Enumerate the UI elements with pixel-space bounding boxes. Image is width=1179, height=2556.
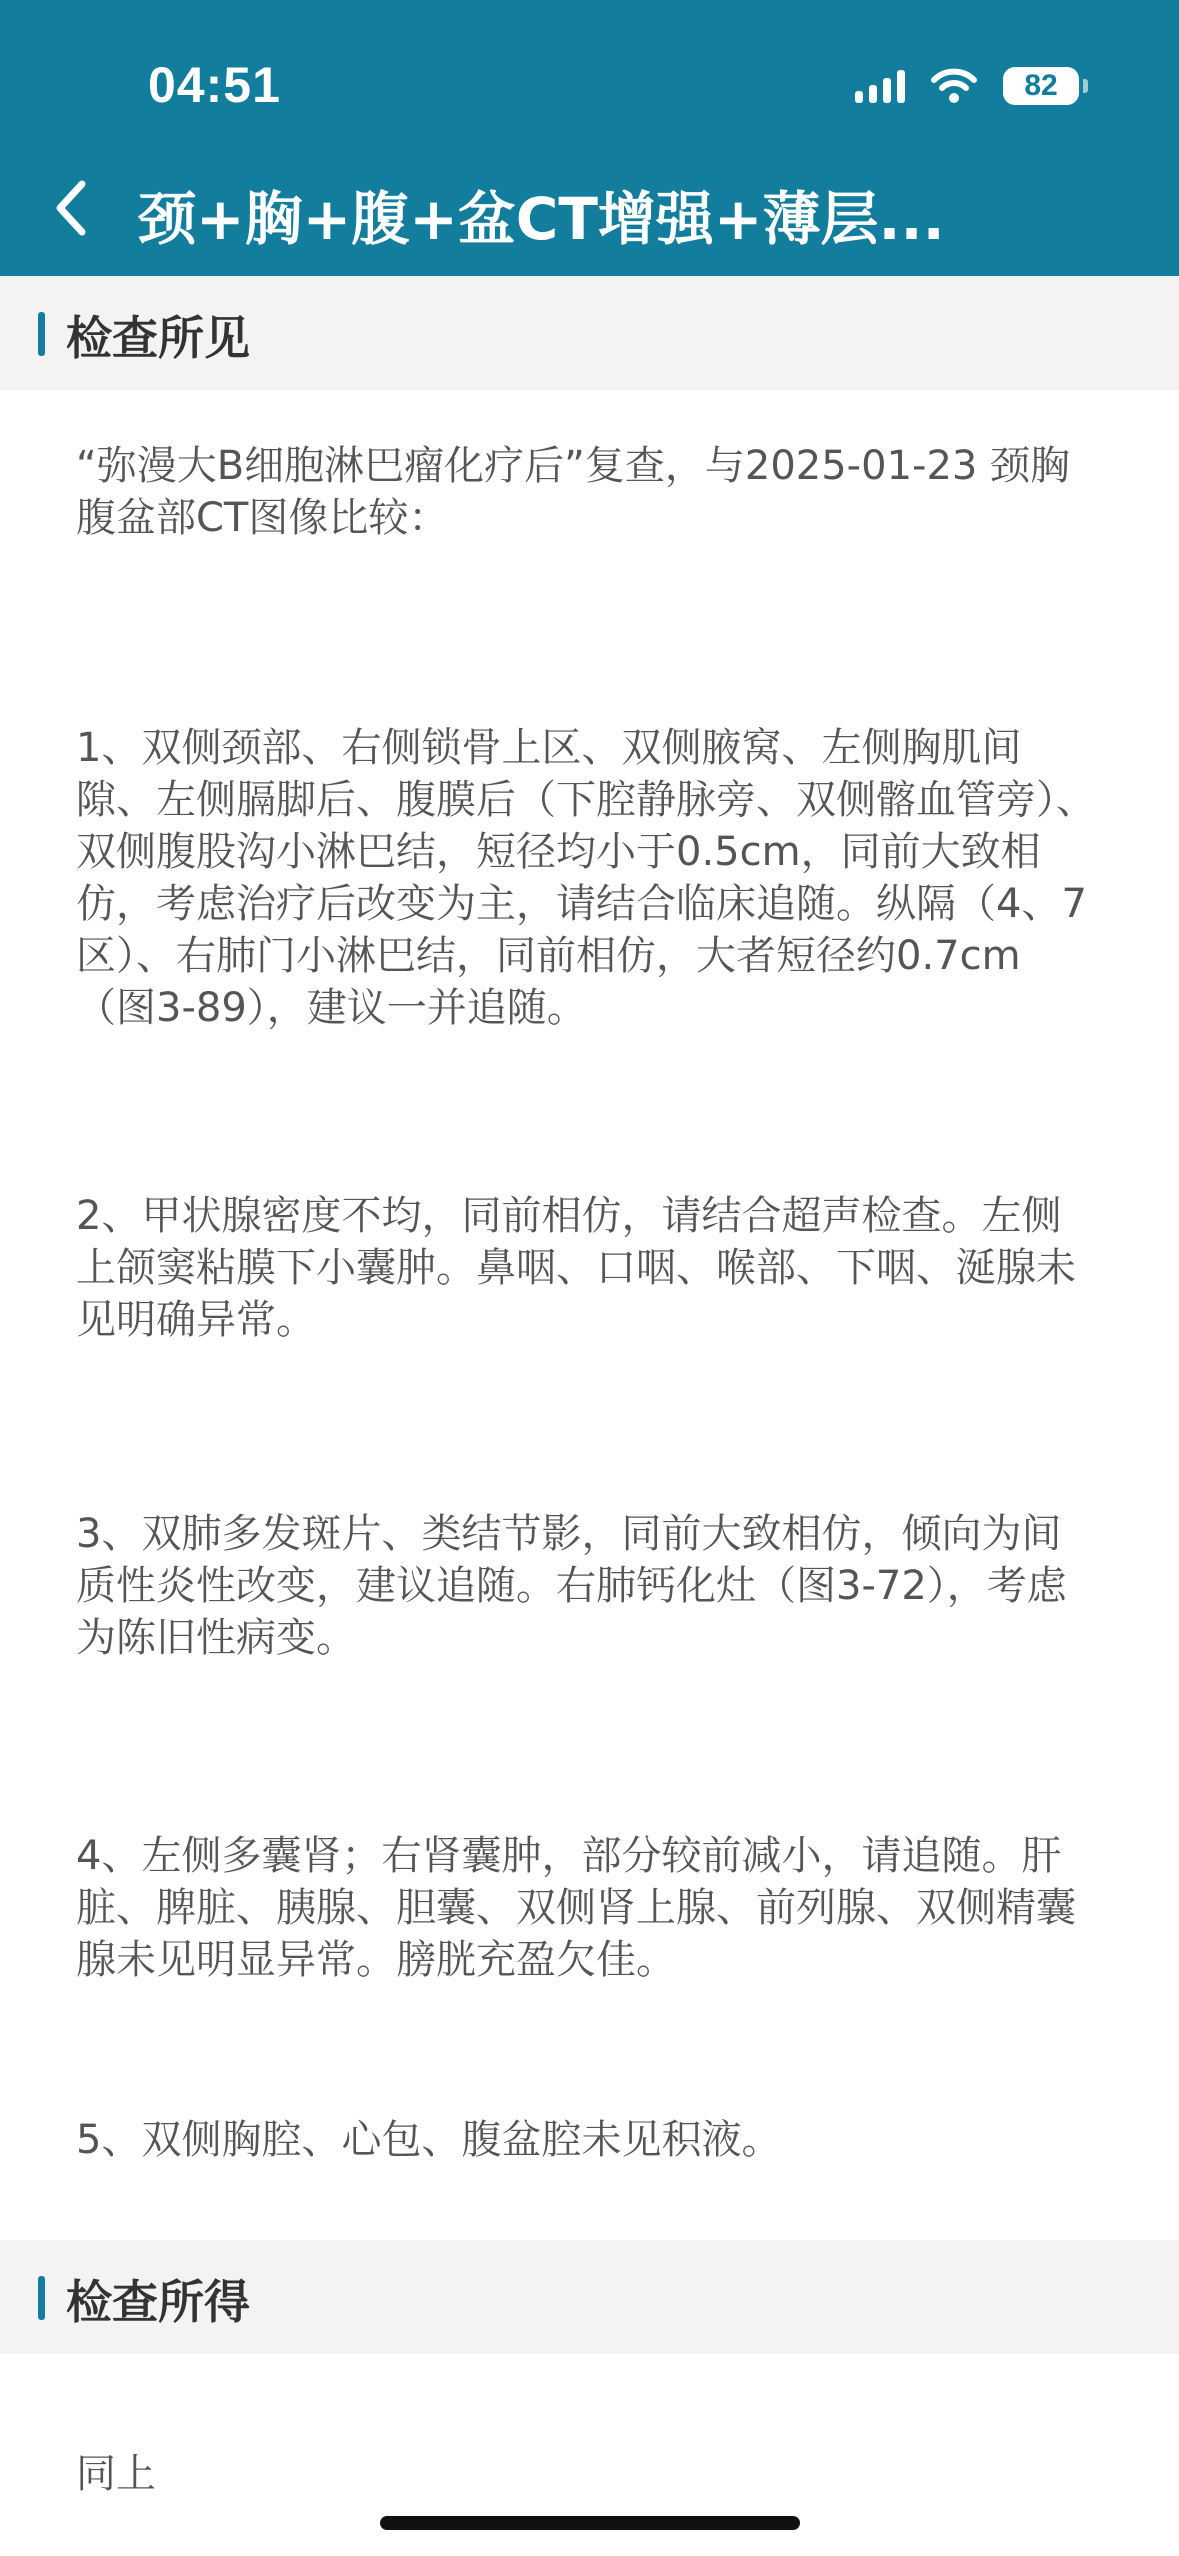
findings-paragraph: “弥漫大B细胞淋巴瘤化疗后”复查，与2025-01-23 颈胸腹盆部CT图像比较：	[76, 443, 1071, 541]
section-accent-bar	[38, 312, 45, 356]
status-icons	[855, 64, 1079, 108]
section-accent-bar	[38, 2276, 45, 2320]
back-button[interactable]	[40, 168, 100, 248]
findings-section-header	[0, 276, 1179, 390]
result-text: 同上	[76, 2451, 156, 2497]
top-header	[0, 0, 1179, 276]
battery-level: 82	[1024, 69, 1058, 102]
home-indicator[interactable]	[380, 2516, 800, 2530]
wifi-icon	[931, 68, 977, 104]
findings-paragraph: 1、双侧颈部、右侧锁骨上区、双侧腋窝、左侧胸肌间隙、左侧膈脚后、腹膜后（下腔静脉旁、双侧髂血管旁）、双侧腹股沟小淋巴结，短径均小于0.5cm，同前大致相仿，考虑治疗后改变为主，请结合临床追随。纵隔（4、7区）、右肺门小淋巴结，同前相仿，大者短径约0.7cm（图3-89），建议一并追随。	[76, 725, 1096, 1031]
findings-paragraph: 3、双肺多发斑片、类结节影，同前大致相仿，倾向为间质性炎性改变，建议追随。右肺钙化灶（图3-72），考虑为陈旧性病变。	[76, 1511, 1067, 1661]
findings-paragraph: 2、甲状腺密度不均，同前相仿，请结合超声检查。左侧上颌窦粘膜下小囊肿。鼻咽、口咽、喉部、下咽、涎腺未见明确异常。	[76, 1193, 1076, 1343]
battery-icon	[1003, 67, 1079, 105]
findings-heading: 检查所见	[66, 311, 250, 365]
findings-paragraph: 5、双侧胸腔、心包、腹盆腔未见积液。	[76, 2117, 782, 2163]
cellular-signal-icon	[855, 69, 905, 103]
chevron-left-icon	[52, 178, 88, 238]
status-time: 04:51	[148, 57, 281, 113]
findings-paragraph: 4、左侧多囊肾；右肾囊肿，部分较前减小，请追随。肝脏、脾脏、胰腺、胆囊、双侧肾上腺、前列腺、双侧精囊腺未见明显异常。膀胱充盈欠佳。	[76, 1833, 1076, 1983]
result-section-header	[0, 2240, 1179, 2354]
findings-body	[76, 440, 1096, 2166]
result-heading: 检查所得	[66, 2275, 250, 2329]
page-title: 颈+胸+腹+盆CT增强+薄层...	[138, 185, 945, 253]
